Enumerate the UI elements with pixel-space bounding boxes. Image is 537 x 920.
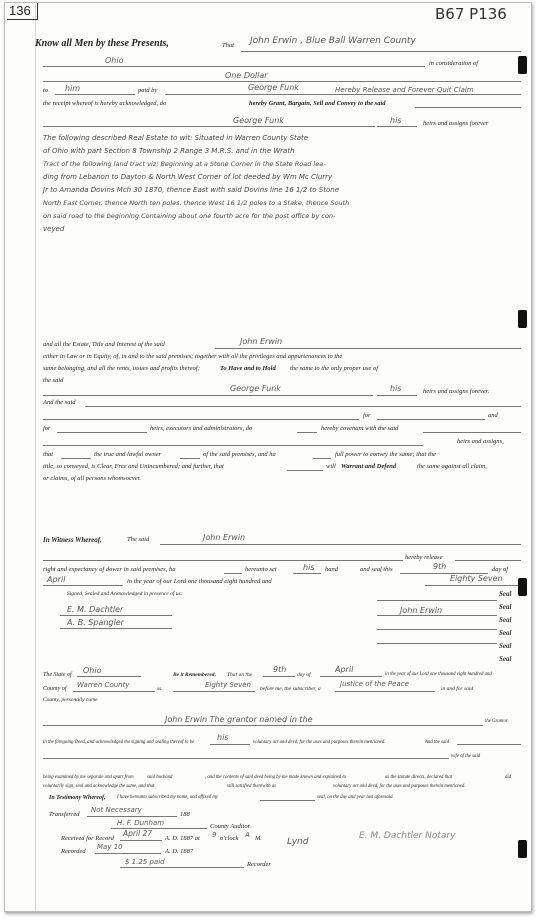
estate-line: either in Law or in Equity, of, in and to the said premises; together with all the privileges and appurtenances to the <box>43 353 343 360</box>
estate-line: the said <box>43 377 64 384</box>
still-satisfied: still satisfied therewith as <box>227 784 276 789</box>
rule <box>260 800 315 801</box>
estate-line: same belonging, and all the rents, issues and profits thereof; <box>43 365 200 372</box>
rule <box>377 126 417 127</box>
consideration-amount: One Dollar <box>225 71 268 80</box>
description-line: The following described Real Estate to wit: Situated in Warren County State <box>43 134 309 142</box>
witness-day: 9th <box>433 562 447 571</box>
testimony-clause: I have hereunto subscribed my name, and affixed my <box>117 795 218 800</box>
deed-heading: Know all Men by these Presents, <box>35 38 169 49</box>
rule <box>377 419 485 420</box>
state-label: The State of <box>43 672 72 678</box>
rule <box>215 348 521 349</box>
rule <box>377 643 497 644</box>
ad-1887: A. D. 1887 at <box>165 835 200 842</box>
estate-line: the same to the only proper use of <box>290 365 379 372</box>
seal-mark: Seal <box>499 629 512 637</box>
county-label: County of <box>43 686 67 692</box>
ack-day-of: day of <box>297 672 311 678</box>
m-label: M. <box>255 835 263 842</box>
rule <box>43 81 521 82</box>
ss-label: ss. <box>157 686 163 692</box>
ack-officer: Justice of the Peace <box>340 680 409 688</box>
auditor-label: County Auditor. <box>210 823 252 830</box>
seal-day: seal, on the day and year last aforesaid. <box>317 795 394 800</box>
rule <box>43 126 375 127</box>
rule <box>335 691 435 692</box>
covenant-clause-2: hereby covenant with the said <box>321 425 399 432</box>
rule <box>263 676 295 677</box>
dower-clause: hereunto set <box>245 566 277 573</box>
paid-by-label: paid by <box>138 87 158 94</box>
title-clause: title, so conveyed, is Clear, Free and Unincumbered; and further, that <box>43 463 224 470</box>
rule <box>287 470 323 471</box>
rule <box>313 458 331 459</box>
rule <box>120 867 244 868</box>
examined-clause: being examined by me separate and apart from <box>43 775 134 780</box>
and-the-said: And the said <box>43 399 76 406</box>
grantee-pronoun-2: his <box>390 384 402 393</box>
rule <box>415 107 521 108</box>
voluntary-act: voluntary act and deed, for the uses and purposes therein mentioned. <box>253 740 386 745</box>
rule <box>60 615 172 616</box>
receipt-clause: the receipt whereof is hereby acknowledged, do <box>43 100 167 107</box>
ad-1887-b: A. D. 1887 <box>165 848 194 855</box>
as-statute: as the statute directs, declared that <box>385 775 453 780</box>
transferred-value: Not Necessary <box>91 806 142 814</box>
ownership-clause: the true and lawful owner <box>94 451 162 458</box>
seal-mark: Seal <box>499 616 512 624</box>
said-husband: said husband <box>147 775 173 780</box>
for-label-2: for <box>43 425 51 432</box>
rule <box>377 395 417 396</box>
rule <box>293 573 321 574</box>
clerk-signature: E. M. Dachtler Notary <box>359 831 456 841</box>
grantee-name: George Funk <box>233 116 284 125</box>
voluntary-act-2: voluntary act and deed, for the uses and purposes therein mentioned. <box>333 784 466 789</box>
before-me: before me, the subscriber, a <box>260 686 321 692</box>
witness-name: John Erwin <box>203 533 246 542</box>
rule <box>165 94 521 95</box>
consideration-label: in consideration of <box>429 60 479 67</box>
title-clause: will <box>326 463 336 470</box>
witness-pronoun: his <box>303 563 315 572</box>
seal-mark: Seal <box>499 590 512 598</box>
witness-said: The said <box>127 536 150 543</box>
page-binding-edge <box>35 3 36 911</box>
rule <box>43 758 449 759</box>
and-the-said-2: And the said <box>425 740 449 745</box>
rule <box>320 676 382 677</box>
signed-sealed: Signed, Sealed and Acknowledged in presence of us: <box>67 591 183 597</box>
grantee-pronoun: his <box>390 116 402 125</box>
description-line: on said road to the beginning Containing about one fourth acre for the post office by con- <box>43 212 336 220</box>
recorder-label: Recorder <box>247 861 271 868</box>
and-label: and <box>488 412 498 419</box>
day-of: day of <box>492 566 509 573</box>
county-personally: County, personally came <box>43 697 98 703</box>
binding-tab <box>518 310 527 328</box>
rule <box>87 816 177 817</box>
rule <box>120 840 162 841</box>
rule <box>43 560 403 561</box>
received-date: April 27 <box>123 829 153 838</box>
ack-day: 9th <box>273 665 287 674</box>
witness-year: Eighty Seven <box>450 574 503 583</box>
for-label: for <box>363 412 371 419</box>
seal-mark: Seal <box>499 603 512 611</box>
heirs-forever: heirs and assigns forever <box>423 120 489 127</box>
be-it-remembered: Be it Remembered, <box>173 672 216 678</box>
received-meridiem: A <box>245 831 250 839</box>
ack-state: Ohio <box>83 666 102 675</box>
rule <box>43 419 359 420</box>
rule <box>43 725 483 726</box>
binding-tab <box>518 578 527 596</box>
grant-clause: hereby Grant, Bargain, Sell and Convey to the said <box>249 100 386 107</box>
rule <box>43 395 373 396</box>
that-label: That <box>222 42 234 49</box>
initials: Lynd <box>287 837 309 847</box>
received-label: Received for Record <box>61 835 114 842</box>
book-page-reference: B67 P136 <box>435 5 507 23</box>
rule <box>61 458 91 459</box>
title-clause: the same against all claim, <box>417 463 487 470</box>
rule <box>43 585 123 586</box>
to-label: to <box>43 87 49 94</box>
dower-clause: , this <box>380 566 393 573</box>
description-line: veyed <box>43 225 65 233</box>
fee-note: $ 1.25 paid <box>125 858 165 866</box>
rule <box>297 432 317 433</box>
dower-clause: and seal <box>360 566 382 573</box>
rule <box>425 585 521 586</box>
grantor-name: John Erwin , Blue Ball Warren County <box>250 36 416 46</box>
rule <box>377 600 497 601</box>
did-label: did <box>505 775 512 780</box>
rule <box>224 573 242 574</box>
received-time: 9 <box>212 831 217 839</box>
to-name: him <box>65 84 81 93</box>
covenant-clause: heirs, executors and administrators, do <box>150 425 253 432</box>
grantor-suffix: the Grantor <box>485 719 508 724</box>
auditor-signature: H. F. Dunham <box>117 819 165 827</box>
recorded-date: May 10 <box>97 843 123 851</box>
binding-tab <box>518 840 527 858</box>
ownership-clause: full power to convey the same; that the <box>335 451 436 458</box>
ack-pronoun: his <box>217 733 229 742</box>
that-on-the: That on the <box>227 672 253 678</box>
rule <box>423 432 521 433</box>
grantor-signature: John Erwin <box>400 606 443 615</box>
grantor-state: Ohio <box>105 56 124 65</box>
heirs-assigns: heirs and assigns, <box>457 438 504 445</box>
rule <box>60 628 172 629</box>
estate-line: and all the Estate, Title and Interest of the said <box>43 341 165 348</box>
ack-year: Eighty Seven <box>205 681 251 689</box>
witness-month: April <box>47 575 66 584</box>
rule <box>241 51 521 52</box>
oclock-label: o'clock <box>220 835 239 842</box>
warranty: Warrant and Defend <box>341 463 397 470</box>
ack-year-clause: in the year of our Lord one thousand eight hundred and <box>385 672 492 677</box>
rule <box>73 691 155 692</box>
rule <box>95 853 161 854</box>
description-line: ding from Lebanon to Dayton & North West Corner of lot deeded by Wm Mc Clurry <box>43 173 333 181</box>
rule <box>55 94 135 95</box>
release-label: hereby release <box>405 554 443 561</box>
rule <box>180 458 200 459</box>
ack-grantor: John Erwin The grantor named in the <box>165 715 313 724</box>
document-page <box>4 2 532 912</box>
habendum: To Have and to Hold <box>220 365 276 372</box>
contents-clause: , and the contents of said deed being by me made known and explained to <box>205 775 347 780</box>
title-clause: or claims, of all persons whomsoever. <box>43 475 142 482</box>
seal-mark: Seal <box>499 655 512 663</box>
rule <box>57 432 147 433</box>
rule <box>43 445 423 446</box>
recorded-label: Recorded <box>61 848 86 855</box>
rule <box>160 544 521 545</box>
rule <box>377 629 497 630</box>
binding-tab <box>518 56 527 74</box>
dower-clause: right and expectancy of dower in said premises, ha <box>43 566 176 573</box>
year-188: 188 <box>180 811 190 818</box>
page-number: 136 <box>7 3 38 20</box>
rule <box>85 406 521 407</box>
year-clause: in the year of our Lord one thousand eight hundred and <box>127 578 272 585</box>
rule <box>455 560 521 561</box>
in-and-for: in and for said <box>441 686 474 692</box>
voluntarily-clause: voluntarily sign, seal and acknowledge the same, and that <box>43 784 155 789</box>
rule <box>210 744 250 745</box>
rule <box>173 691 255 692</box>
ack-county: Warren County <box>77 681 130 689</box>
transferred-label: Transferred <box>49 811 80 818</box>
witness-signature-1: E. M. Dachtler <box>67 605 124 614</box>
wife-of: wife of the said <box>451 754 481 759</box>
rule <box>77 676 141 677</box>
dower-clause: hand <box>325 566 338 573</box>
estate-owner: John Erwin <box>240 337 283 346</box>
rule <box>457 744 521 745</box>
description-line: of Ohio with part Section 8 Township 2 Range 3 M.R.S. and in the Wrath <box>43 147 295 155</box>
rule <box>43 66 425 67</box>
grantee-name-2: George Funk <box>230 384 281 393</box>
foregoing-deed: in the foregoing Deed, and acknowledged the signing and sealing thereof to be <box>43 740 195 745</box>
rule <box>377 615 497 616</box>
seal-mark: Seal <box>499 642 512 650</box>
heirs-forever-2: heirs and assigns forever. <box>423 388 490 395</box>
ack-month: April <box>335 665 354 674</box>
description-line: Tract of the following land tract viz: Beginning at a Stone Corner in the State Road lea- <box>43 160 326 168</box>
witness-signature-2: A. B. Spangler <box>67 618 124 627</box>
release-clause: Hereby Release and Forever Quit Claim <box>335 86 474 94</box>
testimony-heading: In Testimony Whereof, <box>49 795 106 801</box>
ownership-clause: of the said premises, and ha <box>203 451 276 458</box>
description-line: Jr to Amanda Dovins Mch 30 1870, thence East with said Dovins line 16 1/2 to Stone <box>43 186 340 194</box>
payer-name: George Funk <box>248 83 299 92</box>
witness-heading: In Witness Whereof, <box>43 536 102 544</box>
description-line: North East Corner, thence North ten poles, thence West 16 1/2 poles to a Stake, thence South <box>43 199 350 207</box>
ownership-clause: that <box>43 451 54 458</box>
